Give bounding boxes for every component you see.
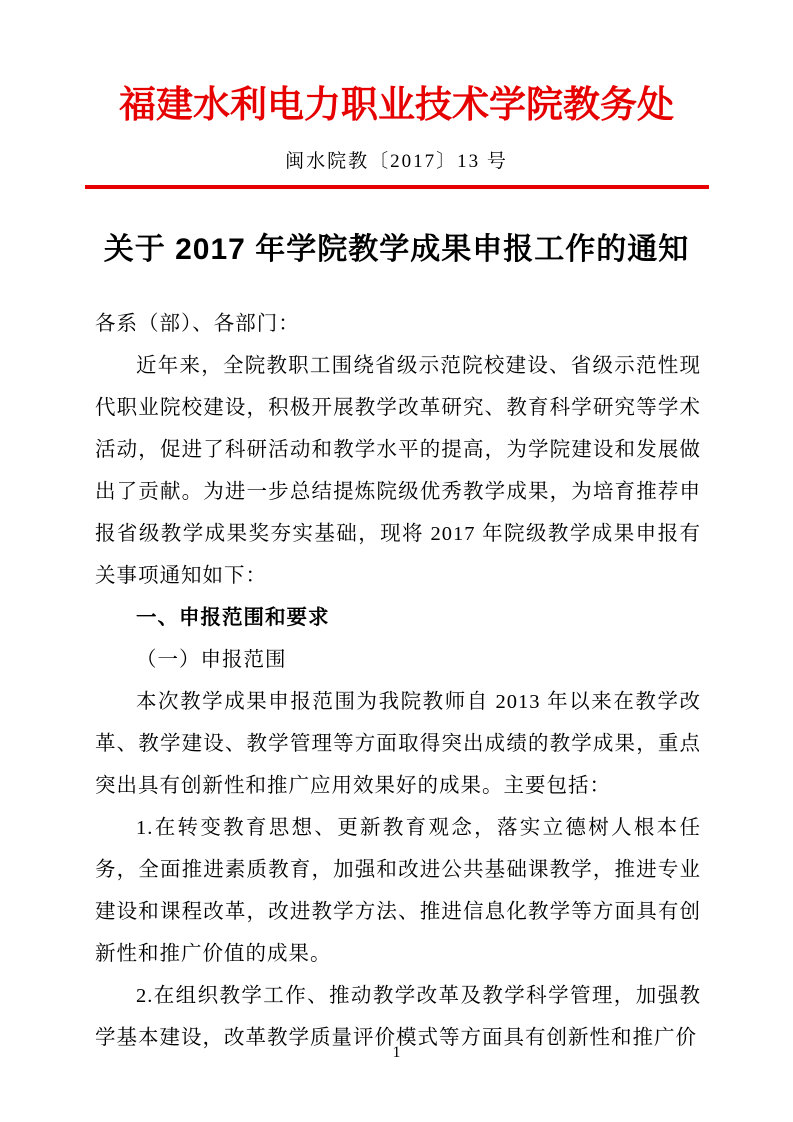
document-title: 关于 2017 年学院教学成果申报工作的通知: [103, 233, 690, 266]
subsection-1-heading: （一）申报范围: [136, 649, 287, 671]
salutation: 各系（部）、各部门：: [95, 313, 300, 335]
letterhead: [0, 84, 793, 189]
doc-number: 闽水院教〔2017〕13 号: [285, 151, 508, 172]
red-divider-line: [85, 185, 709, 189]
list-item-2: 2.在组织教学工作、推动教学改革及教学科学管理，加强教学基本建设，改革教学质量评价模式等方面具有创新性和推广价: [95, 985, 701, 1049]
list-item-1: 1.在转变教育思想、更新教育观念，落实立德树人根本任务，全面推进素质教育，加强和改进公共基础课教学，推进专业建设和课程改革，改进教学方法、推进信息化教学等方面具有创新性和推广价值的成果。: [95, 817, 701, 965]
section-1-heading: 一、申报范围和要求: [136, 606, 330, 629]
document-body: [95, 303, 701, 1059]
page-number: 1: [392, 1044, 401, 1061]
intro-paragraph: 近年来，全院教职工围绕省级示范院校建设、省级示范性现代职业院校建设，积极开展教学改革研究、教育科学研究等学术活动，促进了科研活动和教学水平的提高，为学院建设和发展做出了贡献。为进一步总结提炼院级优秀教学成果，为培育推荐申报省级教学成果奖夯实基础，现将 2017 年院级教学成果申报有关事项通知如下：: [95, 355, 701, 587]
org-title: 福建水利电力职业技术学院教务处: [119, 85, 674, 126]
scope-paragraph: 本次教学成果申报范围为我院教师自 2013 年以来在教学改革、教学建设、教学管理等方面取得突出成绩的教学成果，重点突出具有创新性和推广应用效果好的成果。主要包括：: [95, 691, 701, 797]
